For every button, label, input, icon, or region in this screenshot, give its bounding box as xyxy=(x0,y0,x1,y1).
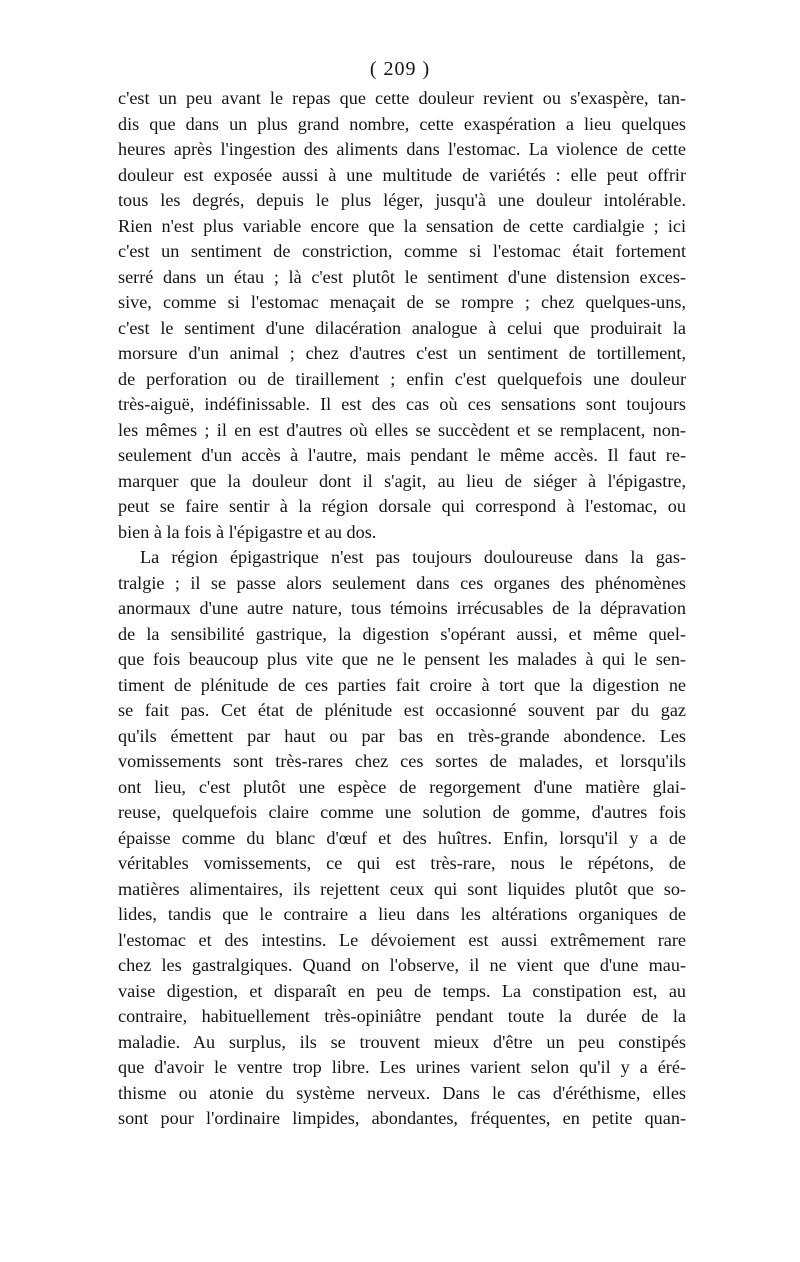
text-line: thisme ou atonie du système nerveux. Dans le cas d'éréthisme, elles xyxy=(118,1082,686,1103)
text-line: c'est un peu avant le repas que cette douleur revient ou s'exaspère, tan- xyxy=(118,88,686,108)
text-line: l'estomac et des intestins. Le dévoiement est aussi extrêmement rare xyxy=(118,929,686,950)
text-line: matières alimentaires, ils rejettent ceux qui sont liquides plutôt que so- xyxy=(118,878,686,899)
text-line: dis que dans un plus grand nombre, cette exaspération a lieu quelques xyxy=(118,113,686,134)
text-line: vomissements sont très-rares chez ces sortes de malades, et lorsqu'ils xyxy=(118,751,686,771)
text-line: c'est le sentiment d'une dilacération analogue à celui que produirait la xyxy=(118,317,686,338)
text-line: maladie. Au surplus, ils se trouvent mieux d'être un peu constipés xyxy=(118,1031,686,1052)
text-line: marquer que la douleur dont il s'agit, au lieu de siéger à l'épigastre, xyxy=(118,470,686,491)
body-text xyxy=(118,86,686,1132)
text-line: anormaux d'une autre nature, tous témoins irrécusables de la dépravation xyxy=(118,598,686,618)
text-line: vaise digestion, et disparaît en peu de temps. La constipation est, au xyxy=(118,980,686,1001)
text-line: chez les gastralgiques. Quand on l'observe, il ne vient que d'une mau- xyxy=(118,955,686,975)
text-line: tous les degrés, depuis le plus léger, jusqu'à une douleur intolérable. xyxy=(118,190,686,210)
text-line: reuse, quelquefois claire comme une solution de gomme, d'autres fois xyxy=(118,802,686,822)
text-line: qu'ils émettent par haut ou par bas en très-grande abondence. Les xyxy=(118,725,686,746)
text-line: ont lieu, c'est plutôt une espèce de regorgement d'une matière glai- xyxy=(118,776,686,797)
text-line: douleur est exposée aussi à une multitude de variétés : elle peut offrir xyxy=(118,164,686,185)
paragraph-start-line: La région épigastrique n'est pas toujours douloureuse dans la gas- xyxy=(140,547,686,567)
paragraph-end-line: bien à la fois à l'épigastre et au dos. xyxy=(118,521,377,542)
text-line: se fait pas. Cet état de plénitude est occasionné souvent par du gaz xyxy=(118,700,686,720)
text-line: épaisse comme du blanc d'œuf et des huîtres. Enfin, lorsqu'il y a de xyxy=(118,827,686,848)
text-line: heures après l'ingestion des aliments dans l'estomac. La violence de cette xyxy=(118,139,686,159)
page-number: ( 209 ) xyxy=(369,58,431,80)
text-line: les mêmes ; il en est d'autres où elles se succèdent et se remplacent, non- xyxy=(118,419,686,440)
text-line: morsure d'un animal ; chez d'autres c'est un sentiment de tortillement, xyxy=(118,343,686,363)
text-line: que d'avoir le ventre trop libre. Les urines varient selon qu'il y a éré- xyxy=(118,1057,686,1077)
text-line: véritables vomissements, ce qui est très-rare, nous le répétons, de xyxy=(118,853,686,873)
text-line: sont pour l'ordinaire limpides, abondantes, fréquentes, en petite quan- xyxy=(118,1108,686,1128)
text-line: contraire, habituellement très-opiniâtre pendant toute la durée de la xyxy=(118,1006,686,1026)
text-line: que fois beaucoup plus vite que ne le pensent les malades à qui le sen- xyxy=(118,649,686,669)
text-line: tralgie ; il se passe alors seulement dans ces organes des phénomènes xyxy=(118,572,686,593)
text-line: de la sensibilité gastrique, la digestion s'opérant aussi, et même quel- xyxy=(118,623,686,644)
text-line: sive, comme si l'estomac menaçait de se rompre ; chez quelques-uns, xyxy=(118,292,686,312)
text-line: serré dans un étau ; là c'est plutôt le sentiment d'une distension exces- xyxy=(118,266,686,287)
text-line: très-aiguë, indéfinissable. Il est des cas où ces sensations sont toujours xyxy=(118,394,686,414)
text-line: c'est un sentiment de constriction, comme si l'estomac était fortement xyxy=(118,241,686,261)
text-line: timent de plénitude de ces parties fait croire à tort que la digestion ne xyxy=(118,674,686,695)
text-line: lides, tandis que le contraire a lieu dans les altérations organiques de xyxy=(118,904,686,924)
text-line: de perforation ou de tiraillement ; enfin c'est quelquefois une douleur xyxy=(118,368,686,389)
text-line: Rien n'est plus variable encore que la sensation de cette cardialgie ; ici xyxy=(118,215,686,236)
text-line: seulement d'un accès à l'autre, mais pendant le même accès. Il faut re- xyxy=(118,445,686,465)
text-line: peut se faire sentir à la région dorsale qui correspond à l'estomac, ou xyxy=(118,496,686,516)
